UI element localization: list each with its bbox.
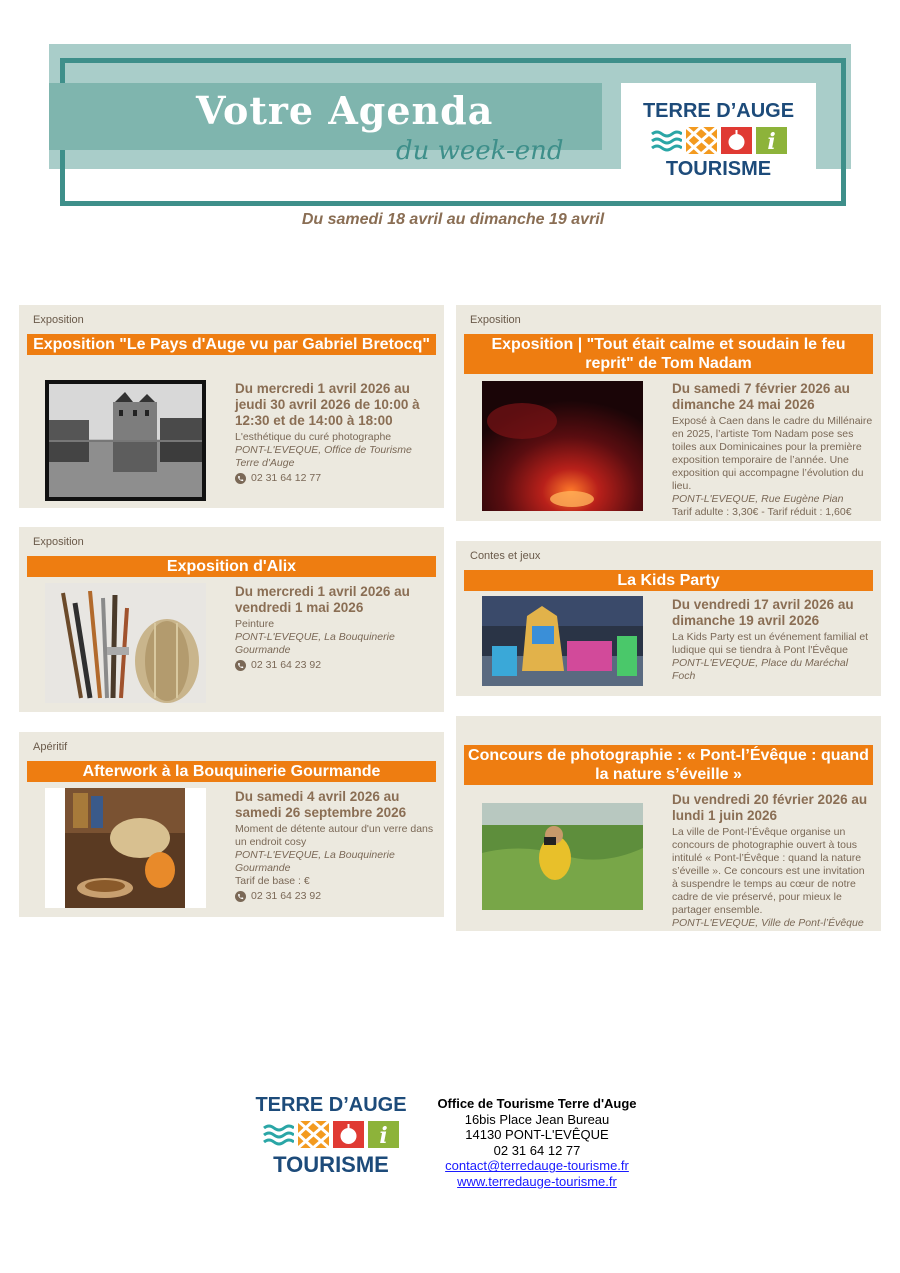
event-card-afterwork[interactable] — [19, 732, 444, 917]
info-icon — [756, 127, 787, 154]
event-info — [672, 381, 873, 519]
event-image — [482, 596, 643, 686]
event-phone-number: 02 31 64 12 77 — [251, 472, 322, 484]
event-card-alix[interactable] — [19, 527, 444, 712]
event-description: L'esthétique du curé photographe — [235, 431, 392, 443]
footer-office-name: Office de Tourisme Terre d'Auge — [437, 1096, 637, 1111]
event-phone-number: 02 31 64 23 92 — [251, 890, 322, 902]
footer-email-link[interactable]: contact@terredauge-tourisme.fr — [445, 1158, 629, 1174]
event-location: PONT-L'EVEQUE, Ville de Pont-l’Évêque — [672, 917, 864, 929]
apple-icon — [333, 1121, 364, 1148]
lattice-icon — [686, 127, 717, 154]
weekend-dates: Du samedi 18 avril au dimanche 19 avril — [301, 211, 605, 228]
event-date: Du vendredi 20 février 2026 au lundi 1 juin 2026 — [672, 792, 868, 823]
event-phone[interactable] — [235, 890, 436, 903]
event-phone[interactable] — [235, 472, 436, 485]
footer-contact — [412, 1096, 662, 1190]
event-image — [45, 788, 206, 908]
event-category: Contes et jeux — [470, 550, 541, 562]
event-category: Exposition — [470, 314, 521, 326]
lattice-icon — [298, 1121, 329, 1148]
event-info — [235, 584, 436, 672]
event-image — [45, 380, 206, 501]
footer-phone: 02 31 64 12 77 — [493, 1142, 581, 1158]
event-price: Tarif de base : € — [235, 875, 310, 887]
event-description: Peinture — [235, 618, 275, 630]
event-info — [235, 789, 436, 903]
logo-line-2: TOURISME — [665, 158, 772, 180]
logo-line-1: TERRE D’AUGE — [642, 100, 795, 122]
logo-line-2: TOURISME — [273, 1152, 389, 1177]
waves-icon — [651, 127, 682, 154]
event-date: Du samedi 7 février 2026 au dimanche 24 mai 2026 — [672, 381, 850, 412]
footer-address-1: 16bis Place Jean Bureau — [464, 1111, 610, 1127]
event-description: Exposé à Caen dans le cadre du Millénaire en 2025, l’artiste Tom Nadam pose ses toiles aux Dominicaines pour la première exposition temporaire de l’année. Une exposition qui accompagne l’évolution du lieu. — [672, 415, 873, 492]
event-title[interactable]: Exposition | "Tout était calme et soudain le feu reprit" de Tom Nadam — [464, 334, 873, 374]
footer-logo — [248, 1094, 414, 1178]
event-phone-number: 02 31 64 23 92 — [251, 659, 322, 671]
event-location: PONT-L'EVEQUE, La Bouquinerie Gourmande — [235, 631, 395, 656]
event-title[interactable]: La Kids Party — [464, 570, 873, 591]
phone-icon — [235, 891, 246, 902]
page-subtitle: du week-end — [396, 136, 564, 166]
event-title[interactable]: Exposition "Le Pays d'Auge vu par Gabriel Bretocq" — [27, 334, 436, 355]
event-price: Tarif adulte : 3,30€ - Tarif réduit : 1,60€ — [672, 506, 852, 518]
event-image — [482, 803, 643, 910]
event-card-kids-party[interactable] — [456, 541, 881, 696]
event-info — [672, 792, 873, 930]
logo-line-1: TERRE D’AUGE — [255, 1094, 407, 1116]
event-date: Du samedi 4 avril 2026 au samedi 26 septembre 2026 — [235, 789, 407, 820]
event-category: Apéritif — [33, 741, 68, 753]
footer-address-2: 14130 PONT-L'EVÊQUE — [465, 1127, 609, 1143]
header-logo — [626, 100, 811, 181]
event-location: PONT-L'EVEQUE, La Bouquinerie Gourmande — [235, 849, 395, 874]
svg-text:i: i — [766, 129, 776, 154]
event-date: Du mercredi 1 avril 2026 au jeudi 30 avril 2026 de 10:00 à 12:30 et de 14:00 à 18:00 — [235, 381, 420, 428]
event-title[interactable]: Afterwork à la Bouquinerie Gourmande — [27, 761, 436, 782]
event-description: La ville de Pont-l’Évêque organise un concours de photographie ouvert à tous intitulé « Pont-l’Évêque : quand la nature s’éveille ». Ce concours est une invitation à suspendre le temps au cœur de notre cadre de vie préservé, pour mieux le partager ensemble. — [672, 826, 865, 916]
event-description: La Kids Party est un événement familial et ludique qui se tiendra à Pont l'Évêque — [672, 631, 869, 656]
phone-icon — [235, 660, 246, 671]
info-icon — [368, 1121, 399, 1148]
event-date: Du vendredi 17 avril 2026 au dimanche 19 avril 2026 — [672, 597, 854, 628]
event-info — [672, 597, 873, 683]
event-location: PONT-L'EVEQUE, Office de Tourisme Terre d'Auge — [235, 444, 412, 469]
event-date: Du mercredi 1 avril 2026 au vendredi 1 mai 2026 — [235, 584, 410, 615]
event-category: Exposition — [33, 536, 84, 548]
event-location: PONT-L'EVEQUE, Place du Maréchal Foch — [672, 657, 849, 682]
event-card-nadam[interactable] — [456, 305, 881, 521]
event-image — [482, 381, 643, 511]
event-phone[interactable] — [235, 659, 436, 672]
event-image — [45, 583, 206, 703]
event-card-bretocq[interactable] — [19, 305, 444, 508]
apple-icon — [721, 127, 752, 154]
event-card-photo-contest[interactable] — [456, 716, 881, 931]
svg-text:i: i — [379, 1123, 388, 1148]
event-info — [235, 381, 436, 485]
event-title[interactable]: Exposition d'Alix — [27, 556, 436, 577]
event-location: PONT-L'EVEQUE, Rue Eugène Pian — [672, 493, 844, 505]
footer-website-link[interactable]: www.terredauge-tourisme.fr — [457, 1173, 617, 1189]
event-description: Moment de détente autour d'un verre dans un endroit cosy — [235, 823, 434, 848]
waves-icon — [263, 1121, 294, 1148]
phone-icon — [235, 473, 246, 484]
page-title: Votre Agenda — [196, 88, 494, 133]
event-category: Exposition — [33, 314, 84, 326]
event-title[interactable]: Concours de photographie : « Pont-l’Évêque : quand la nature s’éveille » — [464, 745, 873, 785]
